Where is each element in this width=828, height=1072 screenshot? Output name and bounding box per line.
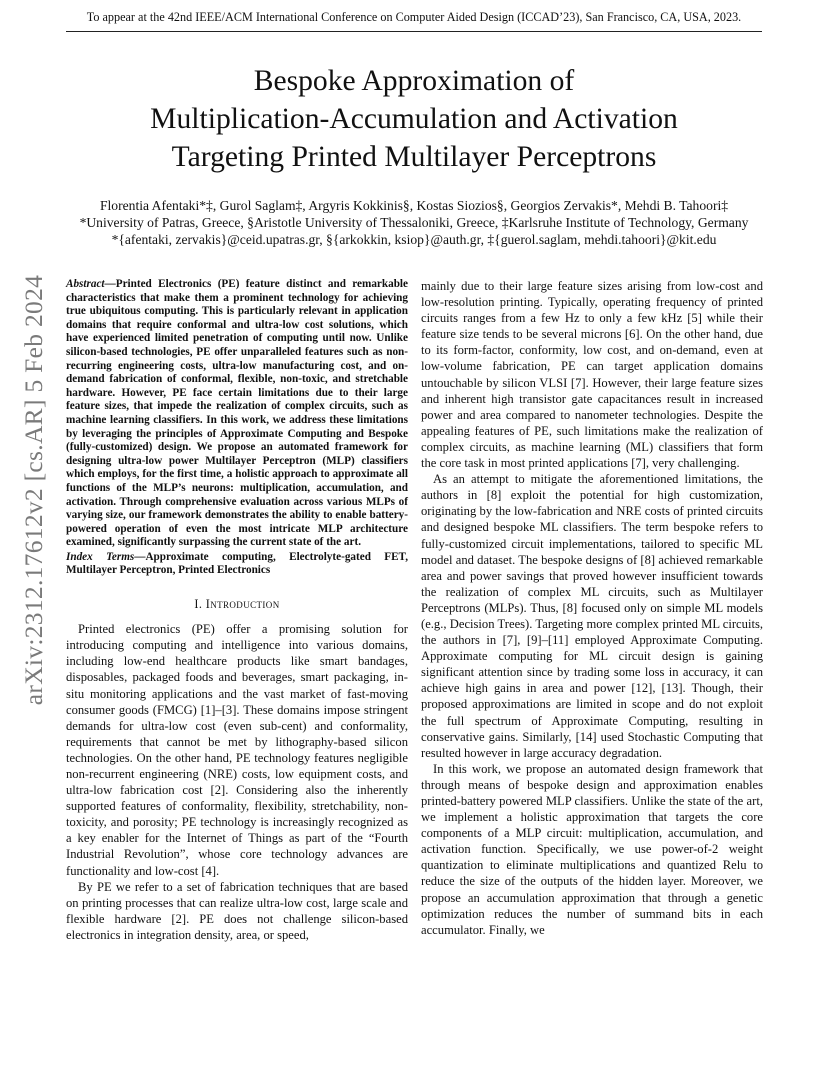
title-line: Targeting Printed Multilayer Perceptrons <box>171 141 657 173</box>
index-terms-label: Index Terms <box>66 550 135 563</box>
paper-title <box>66 62 762 176</box>
body-paragraph: Printed electronics (PE) offer a promising solution for introducing computing and intelligence into various domains, including low-end healthcare products like smart bandages, disposables, packaged foods and beverages, smart packaging, in-situ monitoring applications and the vast market of fast-moving consumer goods (FMCG) [1]–[3]. These domains impose stringent demands for ultra-low cost (even sub-cent) and conformality, requirements that cannot be met by lithography-based silicon technologies. On the other hand, PE technology features negligible non-recurrent engineering (NRE) costs, low equipment costs, and ultra-low fabrication cost [2]. Considering also the inherently supported features of conformality, flexibility, stretchability, non-toxicity, and porosity; PE technology is increasingly recognized as a key enabler for the Internet of Things as part of the “Fourth Industrial Revolution”, whose core technology advances are functionality and low-cost [4]. <box>66 622 408 878</box>
affiliations: *University of Patras, Greece, §Aristotle University of Thessaloniki, Greece, ‡Karlsruhe Institute of Technology, Germany <box>79 215 749 230</box>
section-numeral: I. <box>194 597 206 612</box>
header-divider <box>66 31 762 32</box>
body-paragraph: By PE we refer to a set of fabrication techniques that are based on printing processes that can realize ultra-low cost, large scale and flexible hardware [2]. PE does not challenge silicon-based electronics in integration density, area, or speed, <box>66 879 408 942</box>
title-line: Bespoke Approximation of <box>253 65 575 97</box>
index-terms-text: —Approximate computing, Electrolyte-gated FET, Multilayer Perceptron, Printed Electronics <box>66 550 408 577</box>
right-column <box>421 278 763 938</box>
left-column <box>66 278 408 943</box>
body-paragraph: In this work, we propose an automated design framework that through means of bespoke design and approximation enables printed-battery powered MLP classifiers. Unlike the state of the art, we implement a holistic approximation that targets the core components of a MLP circuit: multiplication, accumulation, and activation function. Specifically, we use power-of-2 weight quantization to eliminate multiplications and quantized Relu to reduce the size of the outputs of the hidden layer. Moreover, we propose an accumulation approximation that through a genetic optimization reduces the number of summand bits in each accumulator. Finally, we <box>421 761 763 937</box>
arxiv-sidebar <box>14 274 54 706</box>
abstract-text: —Printed Electronics (PE) feature distinct and remarkable characteristics that make them a prominent technology for achieving true ubiquitous computing. This is particularly relevant in application domains that require conformal and ultra-low cost solutions, which have experienced limited penetration of computing until now. Unlike silicon-based technologies, PE offer unparalleled features such as non-recurring engineering costs, ultra-low manufacturing cost, and on-demand fabrication of conformal, flexible, non-toxic, and stretchable hardware. However, PE face certain limitations due to their large feature sizes, that impede the realization of complex circuits, such as machine learning classifiers. In this work, we address these limitations by leveraging the principles of Approximate Computing and Bespoke (fully-customized) design. We propose an automated framework for designing ultra-low power Multilayer Perceptron (MLP) classifiers which employs, for the first time, a holistic approach to approximate all functions of the MLP’s neurons: multiplication, accumulation, and activation. Through comprehensive evaluation across various MLPs of varying size, our framework demonstrates the ability to enable battery-powered operation of even the most intricate MLP architecture examined, significantly surpassing the current state of the art. <box>66 278 408 549</box>
author-list: Florentia Afentaki*‡, Gurol Saglam‡, Argyris Kokkinis§, Kostas Siozios§, Georgios Zervakis*, Mehdi B. Tahoori‡ <box>99 198 729 213</box>
author-emails: *{afentaki, zervakis}@ceid.upatras.gr, §{arkokkin, ksiop}@auth.gr, ‡{guerol.saglam, mehdi.tahoori}@kit.edu <box>111 232 717 247</box>
arxiv-identifier: arXiv:2312.17612v2 [cs.AR] 5 Feb 2024 <box>19 274 48 706</box>
body-paragraph: mainly due to their large feature sizes arising from low-cost and low-resolution printing. Typically, operating frequency of printed circuits ranges from a few Hz to only a few kHz [5] while their feature size tends to be several microns [6]. On the other hand, due to its form-factor, conformity, low cost, and on-demand, even at low-volume fabrication, PE can target application domains untouchable by silicon VLSI [7]. However, their large feature sizes and inherent high transistor gate capacitances result in increased power and area compared to nanometer technologies. Despite the appealing features of PE, such limitations make the realization of complex circuits, as machine learning (ML) classifiers that form the core task in most printed applications [7], very challenging. <box>421 279 763 471</box>
abstract <box>66 278 408 550</box>
abstract-label: Abstract <box>66 278 105 290</box>
index-terms <box>66 551 408 578</box>
title-line: Multiplication-Accumulation and Activation <box>150 103 678 135</box>
section-heading <box>66 596 408 612</box>
author-block <box>66 197 762 248</box>
conference-note: To appear at the 42nd IEEE/ACM International Conference on Computer Aided Design (ICCAD’23), San Francisco, CA, USA, 2023. <box>86 10 742 24</box>
section-title: Introduction <box>205 597 280 612</box>
body-paragraph: As an attempt to mitigate the aforementioned limitations, the authors in [8] exploit the potential for high customization, originating by the low-fabrication and NRE costs of printed circuits and designed bespoke ML classifiers. The term bespoke refers to fully-customized circuit implementations, tailored to specific ML model and dataset. The bespoke designs of [8] achieved remarkable area and power savings that proved however insufficient towards the realization of complex ML circuits, such as Multilayer Perceptrons (MLPs). Thus, [8] focused only on simple ML models (e.g., Decision Trees). Targeting more complex printed ML circuits, the authors in [7], [9]–[11] employed Approximate Computing. Approximate computing for ML circuit design is gaining significant attention since by trading some loss in accuracy, it can achieve high gains in area and power [12], [13]. Though, their proposed approximations are limited in scope and do not exploit the full spectrum of Approximate Computing, resulting in conservative gains. Similarly, [14] used Stochastic Computing that resulted however in large accuracy degradation. <box>421 472 763 760</box>
